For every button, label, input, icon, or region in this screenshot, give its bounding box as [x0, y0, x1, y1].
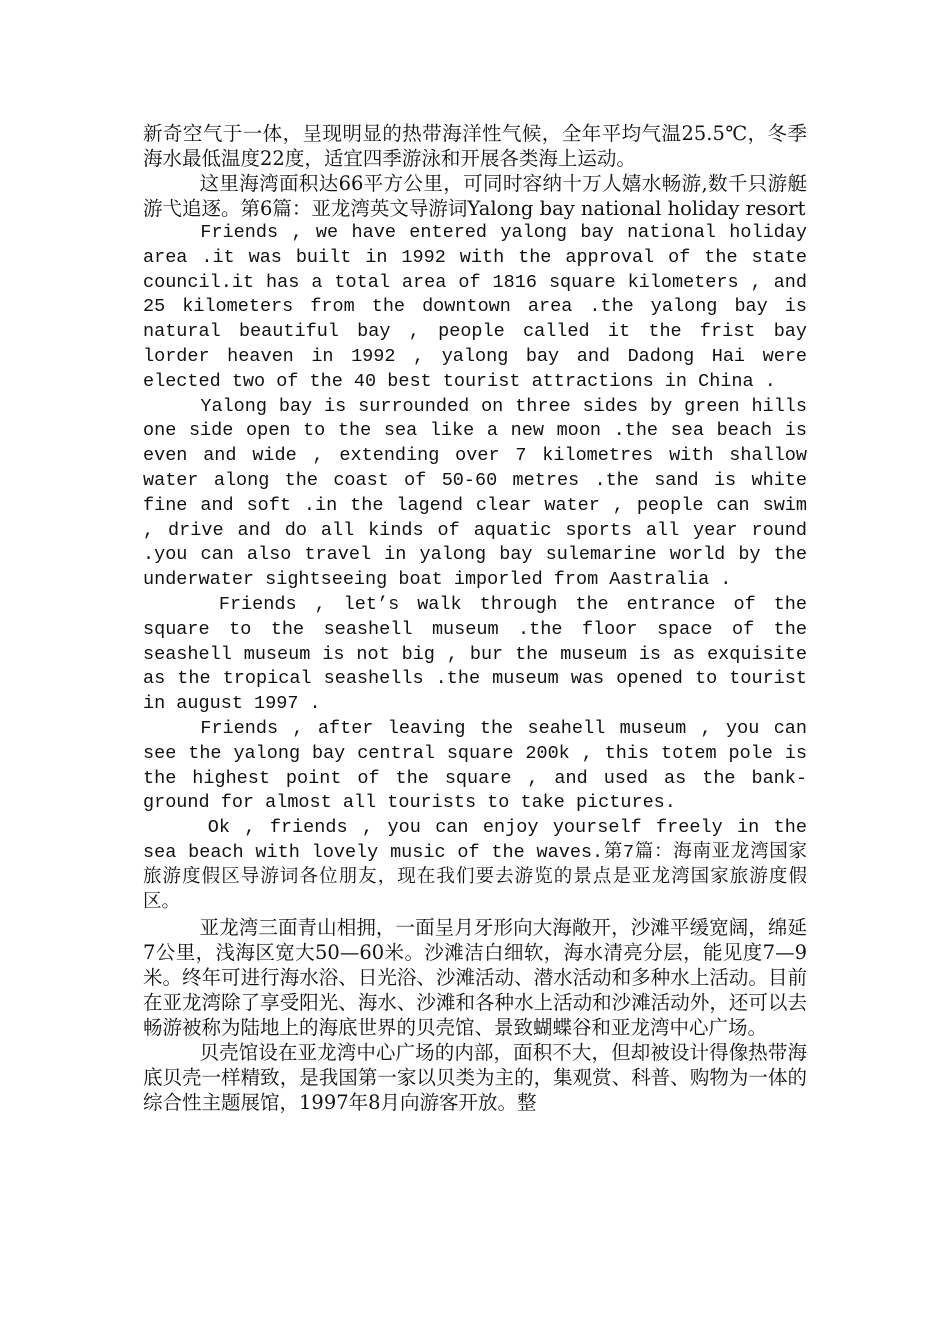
paragraph-7: Ok , friends , you can enjoy yourself freely in the sea beach with lovely music of the waves.第7篇：海南亚龙湾国家旅游度假区导游词各位朋友，现在我们要去游览的景点是亚龙湾国家旅游度假区。: [143, 817, 807, 913]
paragraph-2: 这里海湾面积达66平方公里，可同时容纳十万人嬉水畅游,数千只游艇游弋追逐。第6篇：亚龙湾英文导游词Yalong bay national holiday resort: [143, 172, 807, 220]
document-page: [143, 121, 807, 1115]
paragraph-4: Yalong bay is surrounded on three sides by green hills one side open to the sea like a new moon .the sea beach is even and wide , extending over 7 kilometres with shallow water along the coast of 50-60 metres .the sand is white fine and soft .in the lagend clear water , people can swim , drive and do all kinds of aquatic sports all year round .you can also travel in yalong bay sulemarine world by the underwater sightseeing boat imporled from Aastralia .: [143, 395, 807, 591]
paragraph-8: 亚龙湾三面青山相拥，一面呈月牙形向大海敞开，沙滩平缓宽阔，绵延7公里，浅海区宽大50—60米。沙滩洁白细软，海水清亮分层，能见度7—9米。终年可进行海水浴、日光浴、沙滩活动、潜水活动和多种水上活动。目前在亚龙湾除了享受阳光、海水、沙滩和各种水上活动和沙滩活动外，还可以去畅游被称为陆地上的海底世界的贝壳馆、景致蝴蝶谷和亚龙湾中心广场。: [143, 916, 807, 1040]
paragraph-9: 贝壳馆设在亚龙湾中心广场的内部，面积不大，但却被设计得像热带海底贝壳一样精致，是我国第一家以贝类为主的，集观赏、科普、购物为一体的综合性主题展馆，1997年8月向游客开放。整: [143, 1041, 807, 1115]
paragraph-3: Friends , we have entered yalong bay national holiday area .it was built in 1992 with the approval of the state council.it has a total area of 1816 square kilometers , and 25 kilometers from the downtown area .the yalong bay is natural beautiful bay , people called it the frist bay lorder heaven in 1992 , yalong bay and Dadong Hai were elected two of the 40 best tourist attractions in China .: [143, 222, 807, 392]
paragraph-6: Friends , after leaving the seahell museum , you can see the yalong bay central square 200k , this totem pole is the highest point of the square , and used as the bank-ground for almost all tourists to take pictures.: [143, 717, 807, 814]
paragraph-5: Friends , let’s walk through the entrance of the square to the seashell museum .the floor space of the seashell museum is not big , bur the museum is as exquisite as the tropical seashells .the museum was opened to tourist in august 1997 .: [143, 593, 807, 715]
paragraph-1: 新奇空气于一体，呈现明显的热带海洋性气候，全年平均气温25.5℃，冬季海水最低温度22度，适宜四季游泳和开展各类海上运动。: [143, 122, 807, 170]
